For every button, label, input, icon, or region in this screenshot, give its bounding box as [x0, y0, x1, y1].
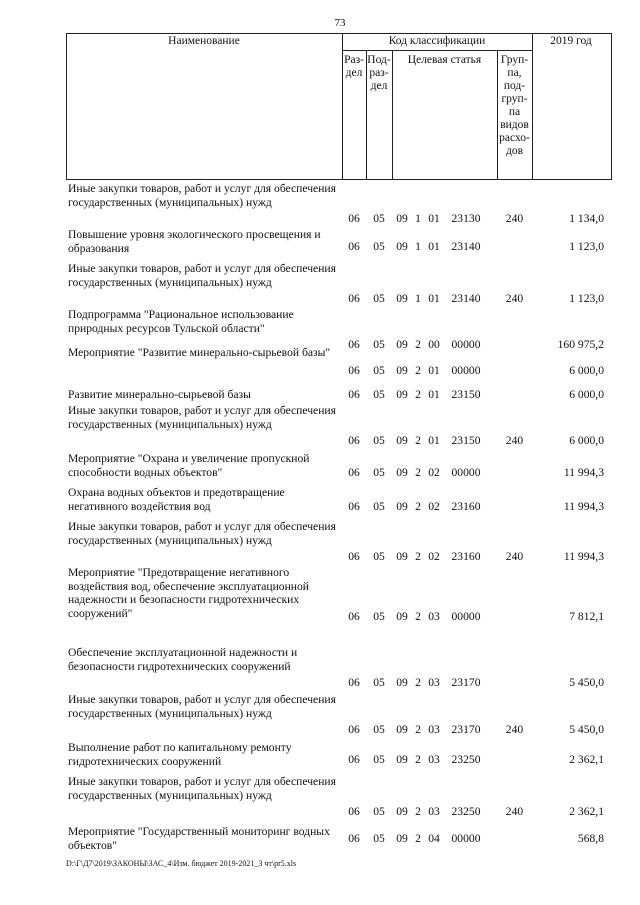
code-pr: 05 [373, 805, 385, 818]
code-t1: 09 [396, 338, 408, 351]
code-r: 06 [348, 434, 360, 447]
code-t2: 2 [415, 434, 421, 447]
row-name: Мероприятие "Развитие минерально-сырьевой базы" [68, 346, 331, 359]
code-t2: 1 [415, 292, 421, 305]
row-name: Выполнение работ по капитальному ремонту гидротехнических сооружений [68, 741, 292, 768]
code-r: 06 [348, 676, 360, 689]
page-number: 73 [334, 17, 346, 29]
row-name: Мероприятие "Охрана и увеличение пропускной способности водных объектов" [68, 452, 310, 479]
code-pr: 05 [373, 212, 385, 225]
code-t4: 23170 [451, 723, 481, 736]
code-pr: 05 [373, 466, 385, 479]
code-t2: 2 [415, 550, 421, 563]
row-amount: 160 975,2 [557, 338, 604, 351]
code-r: 06 [348, 466, 360, 479]
header-divider [342, 50, 532, 51]
code-t3: 01 [428, 434, 440, 447]
code-t3: 03 [428, 753, 440, 766]
code-t1: 09 [396, 212, 408, 225]
code-r: 06 [348, 240, 360, 253]
code-t2: 2 [415, 753, 421, 766]
code-t2: 2 [415, 832, 421, 845]
code-t3: 03 [428, 723, 440, 736]
code-t4: 00000 [451, 466, 481, 479]
row-amount: 6 000,0 [569, 388, 604, 401]
row-name: Иные закупки товаров, работ и услуг для обеспечения государственных (муниципальных) нужд [68, 404, 336, 431]
row-amount: 2 362,1 [569, 805, 604, 818]
code-t1: 09 [396, 753, 408, 766]
row-amount: 11 994,3 [563, 500, 604, 513]
code-pr: 05 [373, 364, 385, 377]
code-t1: 09 [396, 434, 408, 447]
code-t2: 2 [415, 805, 421, 818]
code-t1: 09 [396, 805, 408, 818]
code-r: 06 [348, 338, 360, 351]
row-name: Развитие минерально-сырьевой базы [68, 388, 251, 401]
row-name: Иные закупки товаров, работ и услуг для обеспечения государственных (муниципальных) нужд [68, 775, 336, 802]
row-name: Иные закупки товаров, работ и услуг для обеспечения государственных (муниципальных) нужд [68, 520, 336, 547]
row-amount: 11 994,3 [563, 466, 604, 479]
code-t4: 23130 [451, 212, 481, 225]
code-g: 240 [505, 434, 524, 447]
row-amount: 5 450,0 [569, 723, 604, 736]
code-t4: 00000 [451, 338, 481, 351]
code-r: 06 [348, 723, 360, 736]
header-divider [392, 50, 393, 179]
header-podrazdel: Под- раз- дел [367, 54, 391, 92]
header-year: 2019 год [550, 35, 592, 47]
code-t2: 2 [415, 676, 421, 689]
code-t1: 09 [396, 610, 408, 623]
code-t4: 23170 [451, 676, 481, 689]
row-name: Обеспечение эксплуатационной надежности и безопасности гидротехнических сооружений [68, 646, 298, 673]
code-pr: 05 [373, 500, 385, 513]
row-amount: 11 994,3 [563, 550, 604, 563]
code-g: 240 [505, 805, 524, 818]
code-t3: 01 [428, 388, 440, 401]
code-t1: 09 [396, 500, 408, 513]
row-amount: 6 000,0 [569, 434, 604, 447]
row-amount: 7 812,1 [569, 610, 604, 623]
code-t2: 2 [415, 500, 421, 513]
code-t1: 09 [396, 466, 408, 479]
row-name: Иные закупки товаров, работ и услуг для обеспечения государственных (муниципальных) нужд [68, 182, 336, 209]
row-amount: 1 134,0 [569, 212, 604, 225]
row-name: Иные закупки товаров, работ и услуг для обеспечения государственных (муниципальных) нужд [68, 262, 336, 289]
code-r: 06 [348, 805, 360, 818]
code-pr: 05 [373, 292, 385, 305]
code-t3: 01 [428, 364, 440, 377]
file-path-footer: D:\Г\Д7\2019\ЗАКОНЫ\ЗАС_4\Изм. бюджет 2019-2021_3 чт\pr5.xls [66, 859, 297, 868]
code-pr: 05 [373, 338, 385, 351]
code-pr: 05 [373, 434, 385, 447]
code-t3: 02 [428, 466, 440, 479]
row-name: Мероприятие "Государственный мониторинг водных объектов" [68, 825, 330, 852]
code-pr: 05 [373, 388, 385, 401]
row-amount: 1 123,0 [569, 240, 604, 253]
row-name: Охрана водных объектов и предотвращение негативного воздействия вод [68, 486, 285, 513]
row-name: Мероприятие "Предотвращение негативного воздействия вод, обеспечение эксплуатационной надежности и безопасности гидротехнических сооружений" [68, 566, 310, 620]
row-amount: 1 123,0 [569, 292, 604, 305]
code-t1: 09 [396, 388, 408, 401]
code-t2: 2 [415, 338, 421, 351]
code-t1: 09 [396, 240, 408, 253]
row-name: Подпрограмма "Рациональное использование природных ресурсов Тульской области" [68, 308, 294, 335]
code-t4: 00000 [451, 610, 481, 623]
code-t2: 2 [415, 364, 421, 377]
code-t2: 2 [415, 610, 421, 623]
code-g: 240 [505, 212, 524, 225]
code-pr: 05 [373, 676, 385, 689]
code-t3: 02 [428, 550, 440, 563]
code-t1: 09 [396, 292, 408, 305]
code-t4: 00000 [451, 364, 481, 377]
code-t3: 02 [428, 500, 440, 513]
code-r: 06 [348, 388, 360, 401]
row-name: Иные закупки товаров, работ и услуг для обеспечения государственных (муниципальных) нужд [68, 693, 336, 720]
code-r: 06 [348, 610, 360, 623]
code-r: 06 [348, 364, 360, 377]
code-t4: 23150 [451, 434, 481, 447]
header-group: Груп- па, под- груп- па видов расхо- дов [499, 54, 530, 157]
code-t2: 1 [415, 240, 421, 253]
row-name: Повышение уровня экологического просвещения и образования [68, 228, 321, 255]
code-r: 06 [348, 550, 360, 563]
code-pr: 05 [373, 240, 385, 253]
code-pr: 05 [373, 550, 385, 563]
header-razdel: Раз- дел [344, 54, 364, 79]
code-t3: 03 [428, 805, 440, 818]
code-pr: 05 [373, 610, 385, 623]
row-amount: 6 000,0 [569, 364, 604, 377]
code-g: 240 [505, 292, 524, 305]
code-t4: 23150 [451, 388, 481, 401]
code-t4: 23160 [451, 550, 481, 563]
code-t4: 23140 [451, 292, 481, 305]
code-t3: 03 [428, 676, 440, 689]
code-t3: 04 [428, 832, 440, 845]
code-t3: 01 [428, 240, 440, 253]
header-name: Наименование [168, 35, 240, 47]
code-t2: 1 [415, 212, 421, 225]
code-t4: 23250 [451, 805, 481, 818]
row-amount: 568,8 [577, 832, 604, 845]
code-t4: 23250 [451, 753, 481, 766]
code-g: 240 [505, 723, 524, 736]
code-r: 06 [348, 292, 360, 305]
code-pr: 05 [373, 832, 385, 845]
code-t3: 00 [428, 338, 440, 351]
header-code-group: Код классификации [388, 35, 486, 47]
header-divider [532, 33, 533, 179]
code-t3: 03 [428, 610, 440, 623]
code-t1: 09 [396, 723, 408, 736]
code-r: 06 [348, 753, 360, 766]
code-r: 06 [348, 832, 360, 845]
code-t3: 01 [428, 292, 440, 305]
code-t2: 2 [415, 466, 421, 479]
code-r: 06 [348, 212, 360, 225]
code-pr: 05 [373, 723, 385, 736]
code-t1: 09 [396, 550, 408, 563]
code-r: 06 [348, 500, 360, 513]
code-t1: 09 [396, 676, 408, 689]
code-t1: 09 [396, 832, 408, 845]
code-t3: 01 [428, 212, 440, 225]
code-t4: 00000 [451, 832, 481, 845]
header-target: Целевая статья [407, 54, 482, 66]
code-g: 240 [505, 550, 524, 563]
code-t2: 2 [415, 388, 421, 401]
code-t4: 23160 [451, 500, 481, 513]
row-amount: 2 362,1 [569, 753, 604, 766]
code-t2: 2 [415, 723, 421, 736]
row-amount: 5 450,0 [569, 676, 604, 689]
code-pr: 05 [373, 753, 385, 766]
code-t4: 23140 [451, 240, 481, 253]
code-t1: 09 [396, 364, 408, 377]
